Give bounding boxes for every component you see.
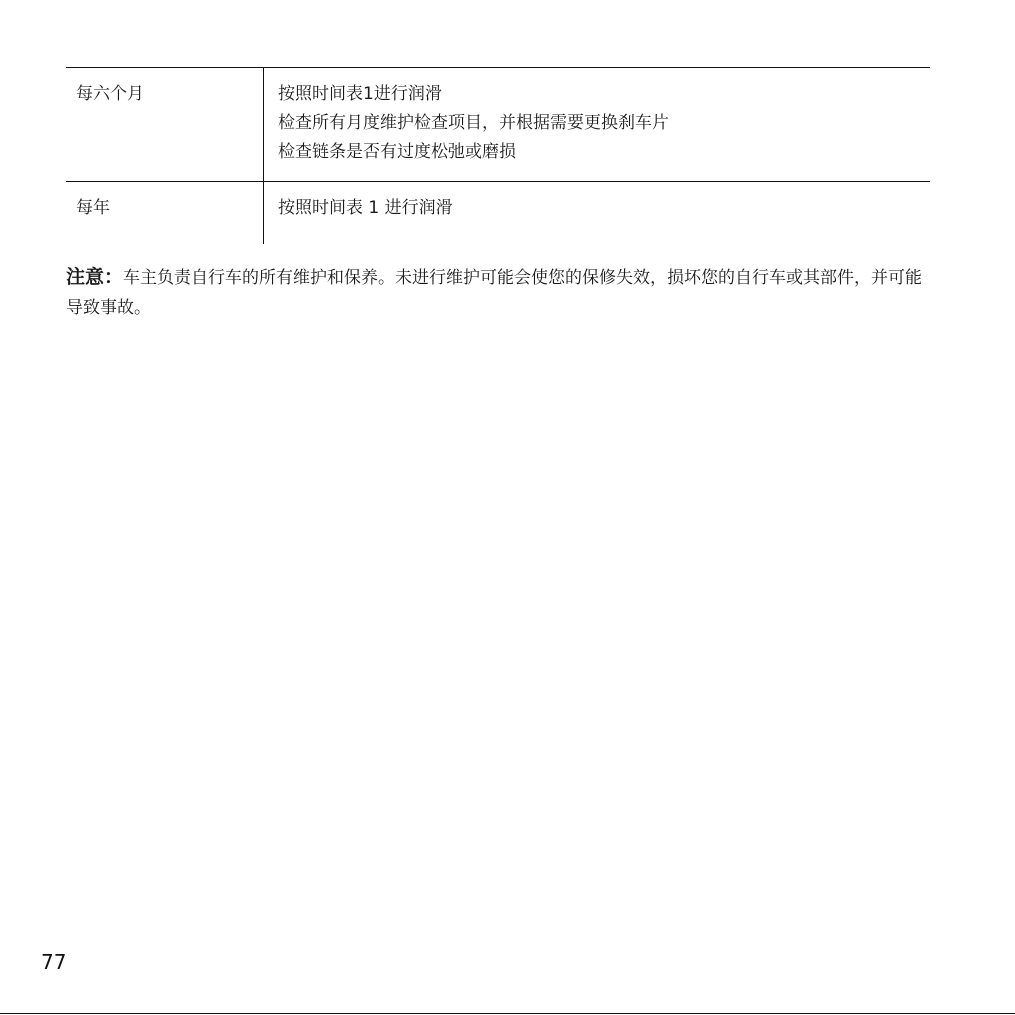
interval-cell [66, 68, 264, 181]
tasks-cell [264, 68, 930, 181]
task-item: 检查所有月度维护检查项目，并根据需要更换刹车片 [278, 113, 669, 133]
page-number: 77 [41, 950, 67, 974]
bottom-divider [0, 1013, 1015, 1014]
interval-cell [66, 182, 264, 244]
task-item: 按照时间表 1 进行润滑 [278, 198, 453, 218]
note-text: 车主负责自行车的所有维护和保养。未进行维护可能会使您的保修失效，损坏您的自行车或其部件，并可能导致事故。 [66, 268, 923, 318]
note-paragraph [66, 262, 926, 323]
task-item: 检查链条是否有过度松弛或磨损 [278, 142, 516, 162]
task-item: 按照时间表1进行润滑 [278, 84, 442, 104]
maintenance-schedule-table [66, 67, 930, 244]
interval-label: 每年 [76, 198, 110, 218]
table-row [66, 68, 930, 182]
note-label: 注意： [66, 266, 124, 288]
tasks-cell [264, 182, 930, 244]
interval-label: 每六个月 [76, 84, 144, 104]
table-row [66, 182, 930, 244]
